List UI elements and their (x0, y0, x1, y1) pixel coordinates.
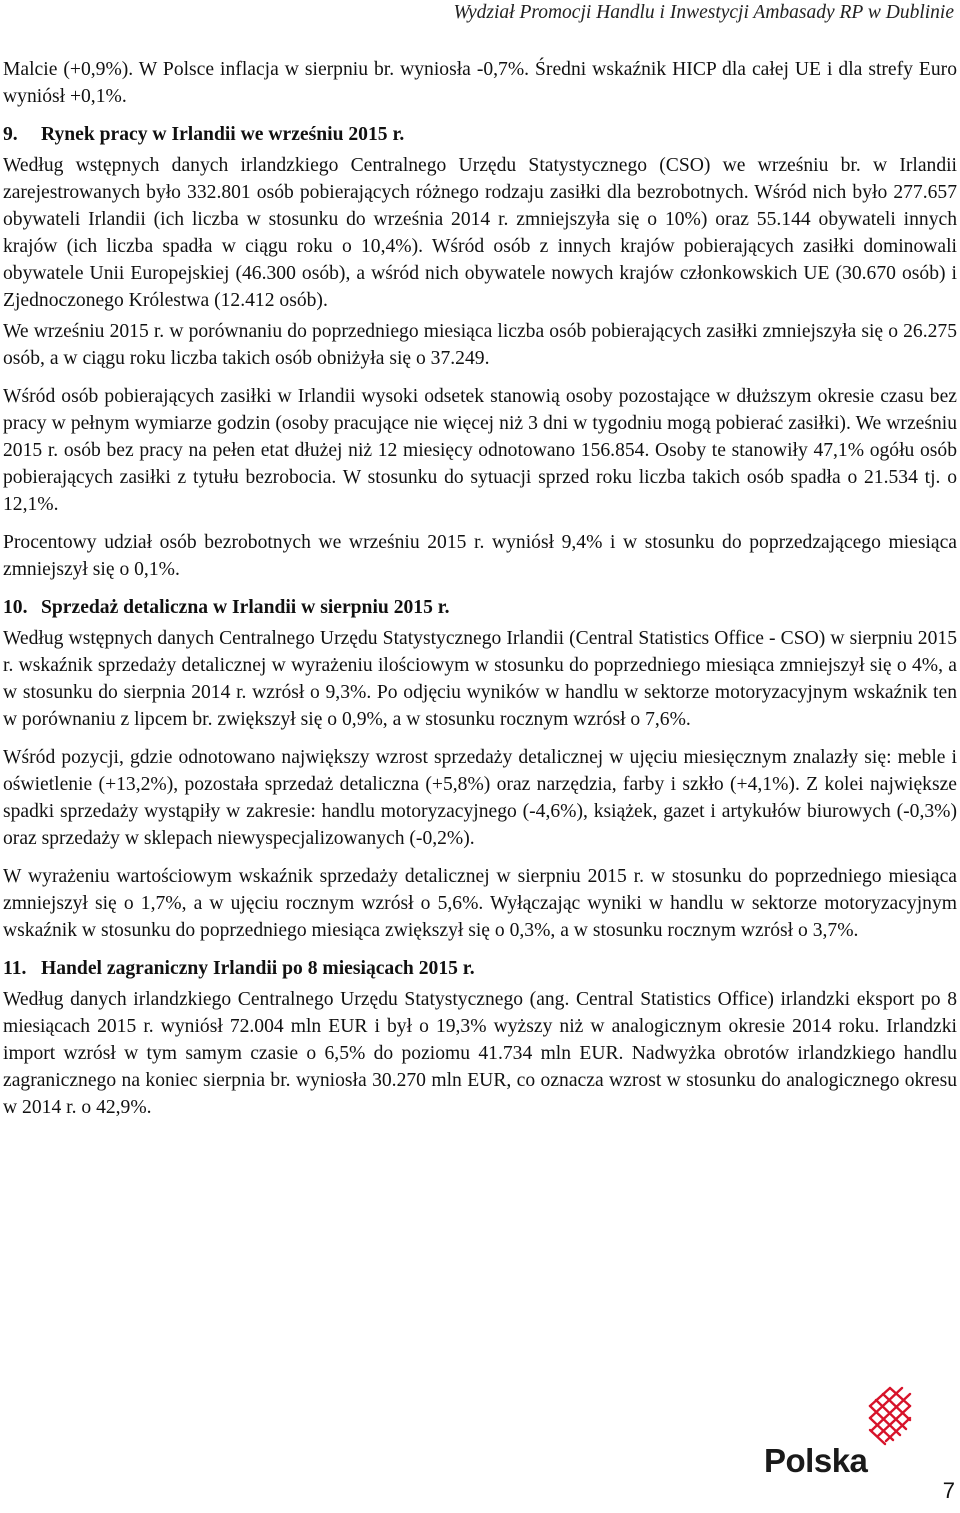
paragraph: Wśród osób pobierających zasiłki w Irlandii wysoki odsetek stanowią osoby pozostające w dłuższym okresie czasu bez pracy w pełnym wymiarze godzin (osoby pracujące nie więcej niż 3 dni w tygodniu mogą pobierać zasiłki). We wrześniu 2015 r. osób bez pracy na pełen etat dłużej niż 12 miesięcy odnotowano 156.854. Osoby te stanowiły 47,1% ogółu osób pobierających zasiłki z tytułu bezrobocia. W stosunku do sytuacji sprzed roku liczba takich osób spadła o 21.534 tj. o 12,1%. (3, 386, 957, 515)
section-heading-9 (3, 121, 957, 148)
paragraph: W wyrażeniu wartościowym wskaźnik sprzedaży detalicznej w sierpniu 2015 r. w stosunku do poprzedniego miesiąca zmniejszył się o 1,7%, a w ujęciu rocznym wzrósł o 5,6%. Wyłączając wyniki w handlu w sektorze motoryzacyjnym wskaźnik w stosunku do poprzedniego miesiąca zwiększył się o 0,3%, a w stosunku rocznym wzrósł o 3,7%. (3, 866, 957, 941)
section-title: Sprzedaż detaliczna w Irlandii w sierpniu 2015 r. (41, 597, 450, 618)
section-number: 9. (3, 124, 18, 145)
paragraph: Według wstępnych danych irlandzkiego Centralnego Urzędu Statystycznego (CSO) we wrześniu br. w Irlandii zarejestrowanych było 332.801 osób pobierających różnego rodzaju zasiłki dla bezrobotnych. Wśród nich było 277.657 obywateli Irlandii (ich liczba w stosunku do września 2014 r. zmniejszyła się o 10%) oraz 55.144 obywateli innych krajów (ich liczba spadła w ciągu roku o 10,4%). Wśród osób z innych krajów pobierających zasiłki dominowali obywatele Unii Europejskiej (46.300 osób), a wśród nich obywatele nowych krajów członkowskich UE (30.670 osób) i Zjednoczonego Królestwa (12.412 osób). (3, 155, 957, 311)
section-title: Handel zagraniczny Irlandii po 8 miesiącach 2015 r. (41, 958, 475, 979)
page-number: 7 (942, 1478, 955, 1503)
paragraph: Wśród pozycji, gdzie odnotowano największy wzrost sprzedaży detalicznej w ujęciu miesięcznym znalazły się: meble i oświetlenie (+13,2%), pozostała sprzedaż detaliczna (+5,8%) oraz narzędzia, farby i szkło (+4,1%). Z kolei największe spadki sprzedaży wystąpiły w zakresie: handlu motoryzacyjnego (-4,6%), książek, gazet i artykułów biurowych (-0,3%) oraz sprzedaży w sklepach niewyspecjalizowanych (-0,2%). (3, 747, 957, 849)
paragraph: Według danych irlandzkiego Centralnego Urzędu Statystycznego (ang. Central Statistics Office) irlandzki eksport po 8 miesiącach 2015 r. wyniósł 72.004 mln EUR i był o 19,3% wyższy niż w analogicznym okresie 2014 roku. Irlandzki import wzrósł w tym samym czasie o 6,5% do poziomu 41.734 mln EUR. Nadwyżka obrotów irlandzkiego handlu zagranicznego na koniec sierpnia br. wyniosła 30.270 mln EUR, co oznacza wzrost w stosunku do analogicznego okresu w 2014 r. o 42,9%. (3, 989, 957, 1118)
polska-logo-text: Polska (764, 1442, 868, 1479)
paragraph: Według wstępnych danych Centralnego Urzędu Statystycznego Irlandii (Central Statistics Office - CSO) w sierpniu 2015 r. wskaźnik sprzedaży detalicznej w wyrażeniu ilościowym w stosunku do poprzedniego miesiąca zmniejszył się o 4%, a w stosunku do sierpnia 2014 r. wzrósł o 9,3%. Po odjęciu wyników w handlu w sektorze motoryzacyjnym wskaźnik ten w porównaniu z lipcem br. zwiększył się o 0,9%, a w stosunku rocznym wzrósł o 7,6%. (3, 628, 957, 730)
page-header: Wydział Promocji Handlu i Inwestycji Ambasady RP w Dublinie (453, 2, 954, 23)
paragraph-continuation: Malcie (+0,9%). W Polsce inflacja w sierpniu br. wyniosła -0,7%. Średni wskaźnik HICP dla całej UE i dla strefy Euro wyniósł +0,1%. (3, 59, 957, 107)
section-number: 11. (3, 958, 27, 979)
paragraph: Procentowy udział osób bezrobotnych we wrześniu 2015 r. wyniósł 9,4% i w stosunku do poprzedzającego miesiąca zmniejszył się o 0,1%. (3, 532, 957, 580)
section-heading-11 (3, 955, 957, 982)
paragraph: We wrześniu 2015 r. w porównaniu do poprzedniego miesiąca liczba osób pobierających zasiłki zmniejszyła się o 26.275 osób, a w ciągu roku liczba takich osób obniżyła się o 37.249. (3, 321, 957, 369)
section-number: 10. (3, 597, 28, 618)
section-title: Rynek pracy w Irlandii we wrześniu 2015 r. (41, 124, 405, 145)
polska-brand-kite-icon (868, 1386, 912, 1448)
document-body (3, 56, 957, 1121)
section-heading-10 (3, 594, 957, 621)
polska-logo (764, 1380, 914, 1490)
